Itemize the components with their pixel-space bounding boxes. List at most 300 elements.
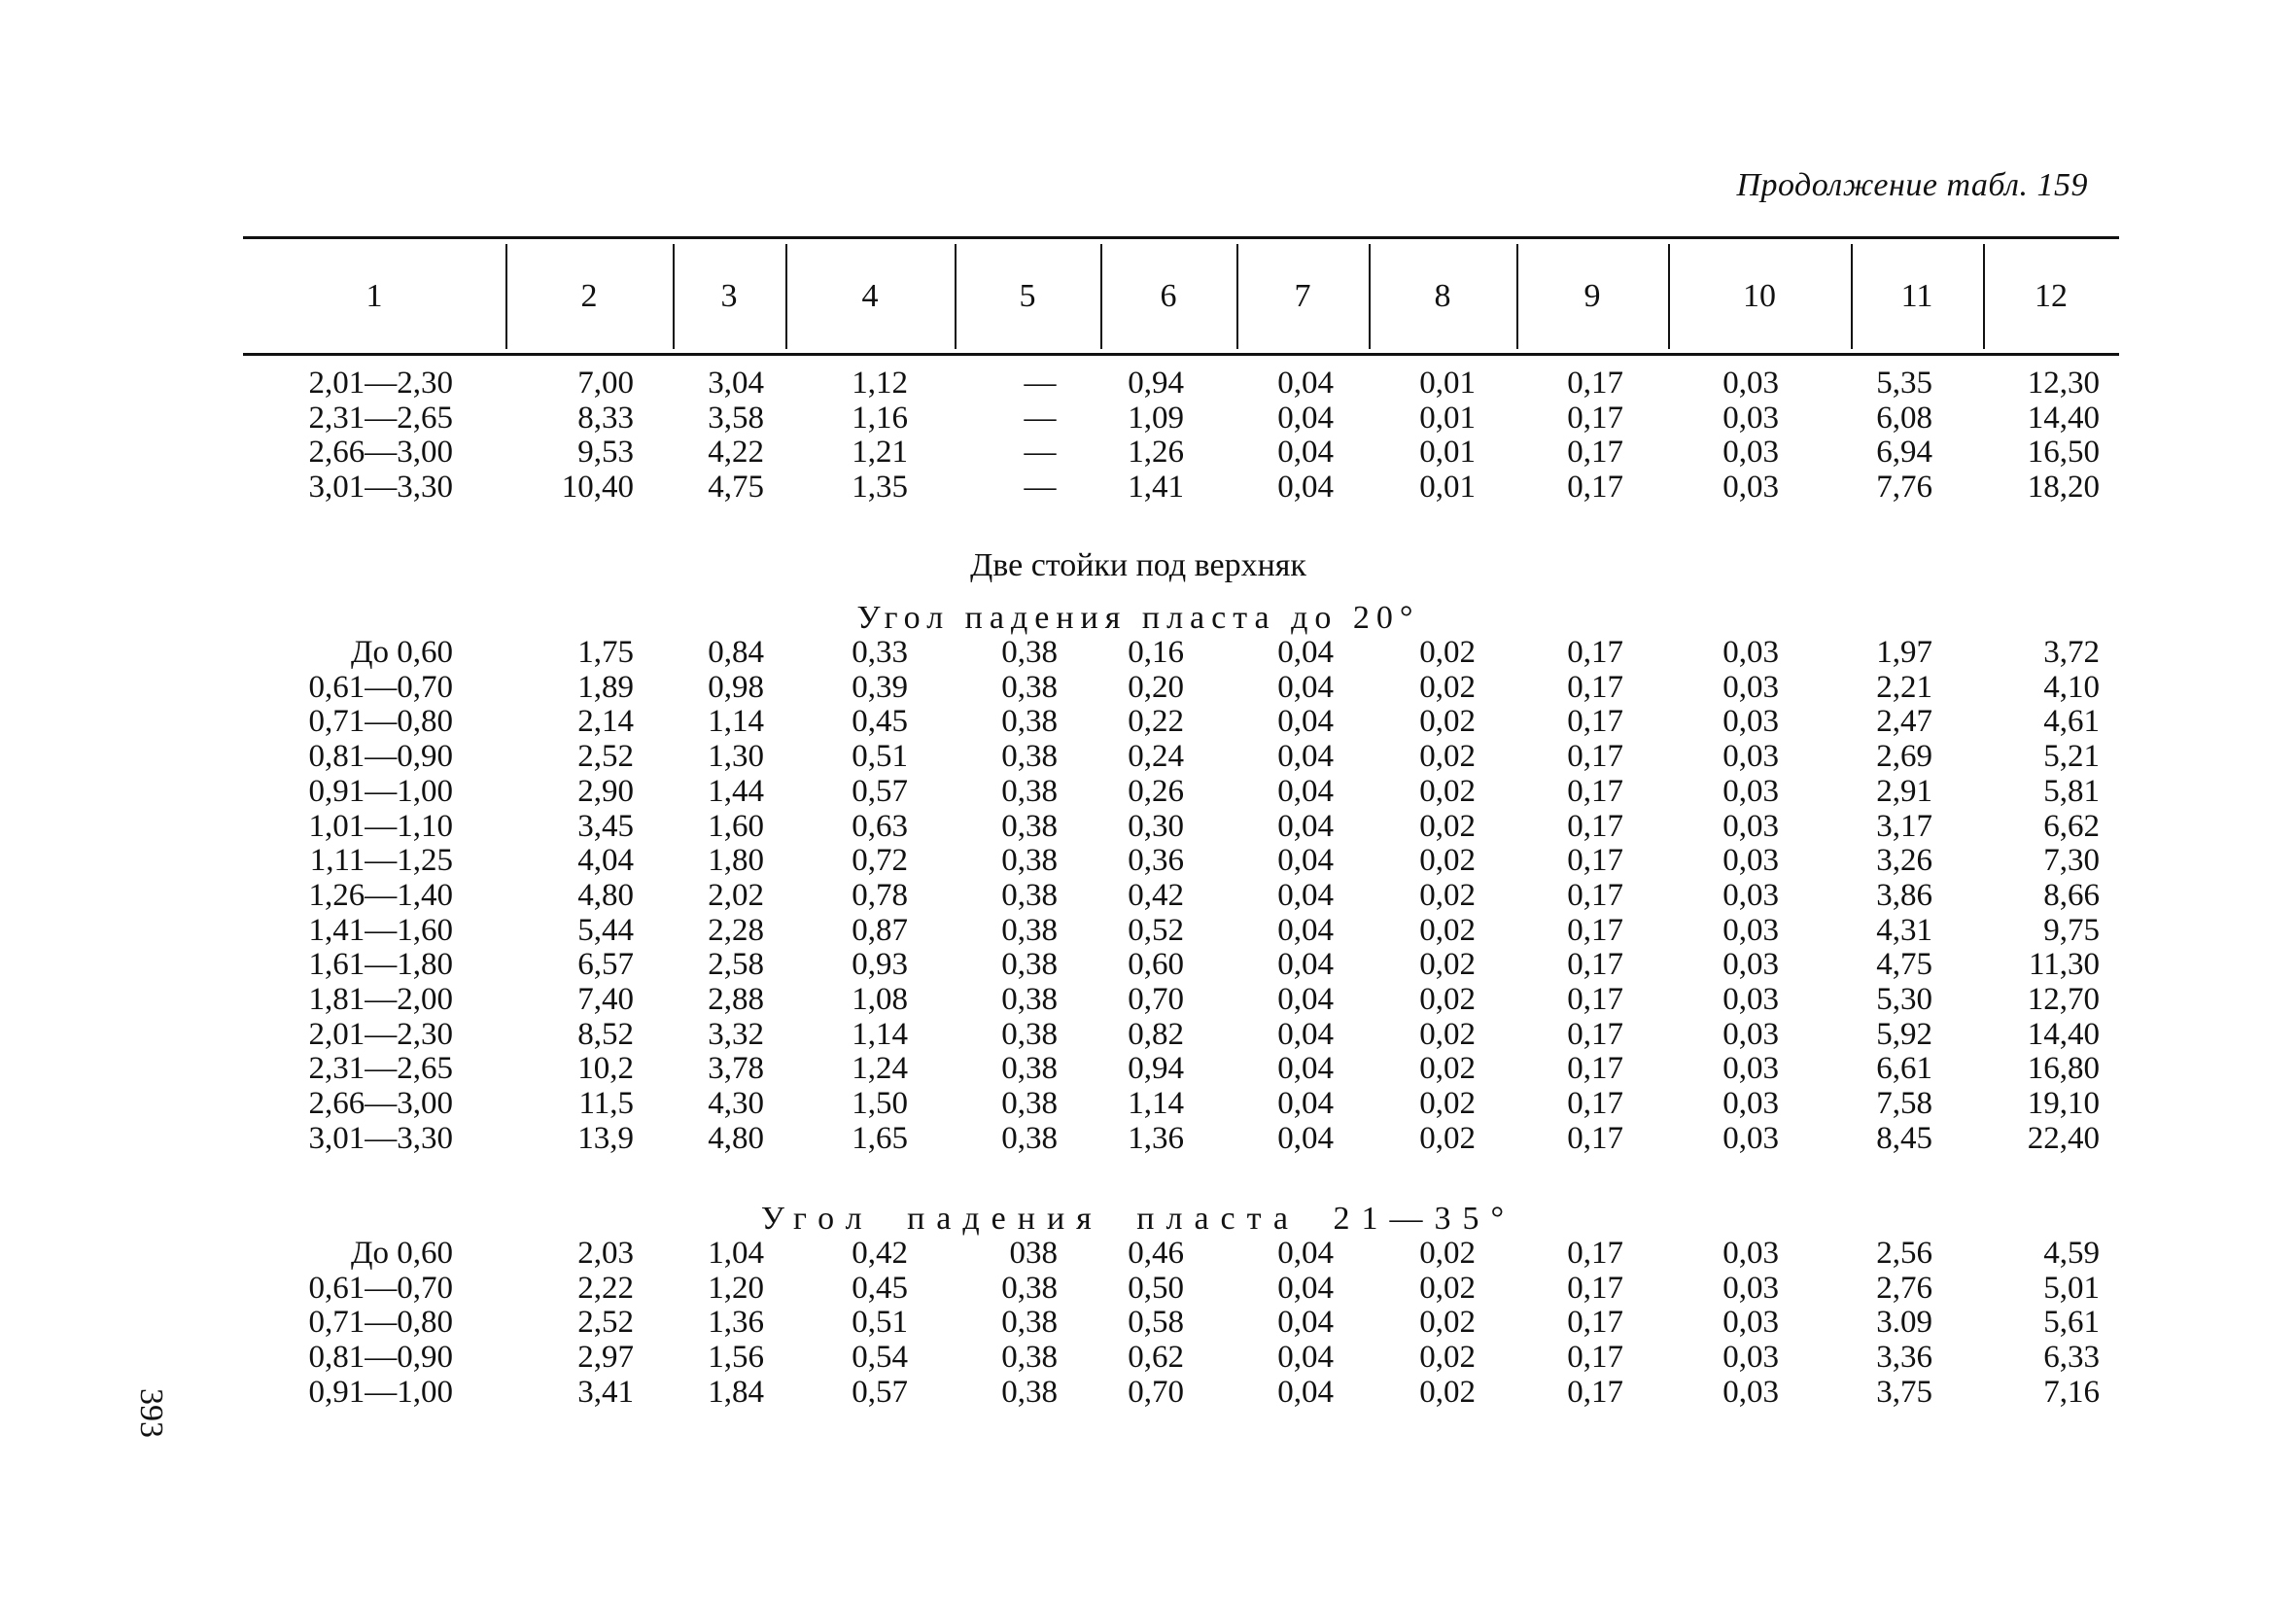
cell-col-10: 0,03 — [1722, 1016, 1779, 1052]
cell-col-3: 1,04 — [708, 1236, 764, 1271]
cell-col-7: 0,04 — [1277, 877, 1334, 913]
cell-col-9: 0,17 — [1567, 400, 1623, 436]
cell-col-7: 0,04 — [1277, 1016, 1334, 1052]
cell-col-5: 0,38 — [1001, 843, 1058, 879]
cell-col-7: 0,04 — [1277, 1374, 1334, 1410]
cell-col-9: 0,17 — [1567, 843, 1623, 879]
cell-col-2: 2,22 — [577, 1270, 634, 1306]
cell-col-9: 0,17 — [1567, 1236, 1623, 1271]
cell-col-12: 5,01 — [2043, 1270, 2100, 1306]
cell-col-11: 8,45 — [1876, 1120, 1932, 1156]
row-label: 1,11—1,25 — [309, 843, 453, 879]
row-label: 2,01—2,30 — [308, 1016, 453, 1052]
cell-col-10: 0,03 — [1722, 1120, 1779, 1156]
cell-col-7: 0,04 — [1277, 470, 1334, 506]
cell-col-4: 1,08 — [852, 982, 908, 1017]
cell-col-10: 0,03 — [1722, 435, 1779, 471]
table-row — [0, 1236, 2296, 1271]
cell-col-12: 11,30 — [2028, 947, 2100, 983]
cell-col-3: 0,98 — [708, 669, 764, 705]
cell-col-10: 0,03 — [1722, 1051, 1779, 1087]
cell-col-8: 0,02 — [1419, 1236, 1476, 1271]
cell-col-10: 0,03 — [1722, 1374, 1779, 1410]
cell-col-11: 3,36 — [1876, 1340, 1932, 1376]
column-header-2: 2 — [580, 278, 598, 314]
cell-col-11: 2,76 — [1876, 1270, 1932, 1306]
cell-col-6: 1,41 — [1128, 470, 1184, 506]
cell-col-6: 0,60 — [1128, 947, 1184, 983]
cell-col-8: 0,01 — [1419, 470, 1476, 506]
row-label: 2,66—3,00 — [308, 435, 453, 471]
cell-col-2: 1,89 — [577, 669, 634, 705]
table-row — [0, 1051, 2296, 1086]
cell-col-10: 0,03 — [1722, 669, 1779, 705]
cell-col-9: 0,17 — [1567, 808, 1623, 844]
cell-col-4: 0,57 — [852, 1374, 908, 1410]
cell-col-7: 0,04 — [1277, 669, 1334, 705]
cell-col-5: 038 — [1009, 1236, 1058, 1271]
cell-col-3: 3,32 — [708, 1016, 764, 1052]
cell-col-4: 1,14 — [852, 1016, 908, 1052]
cell-col-5: 0,38 — [1001, 912, 1058, 948]
table-row — [0, 1340, 2296, 1375]
cell-col-8: 0,02 — [1419, 704, 1476, 740]
cell-col-2: 8,33 — [577, 400, 634, 436]
cell-col-3: 3,58 — [708, 400, 764, 436]
cell-col-10: 0,03 — [1722, 739, 1779, 775]
cell-col-10: 0,03 — [1722, 912, 1779, 948]
cell-col-2: 8,52 — [577, 1016, 634, 1052]
cell-col-5: — — [1024, 470, 1057, 506]
row-label: 0,91—1,00 — [308, 1374, 453, 1410]
row-label: До 0,60 — [350, 1236, 453, 1271]
cell-col-9: 0,17 — [1567, 739, 1623, 775]
cell-col-12: 22,40 — [2027, 1120, 2100, 1156]
cell-col-8: 0,02 — [1419, 808, 1476, 844]
cell-col-3: 2,02 — [708, 877, 764, 913]
cell-col-11: 5,35 — [1876, 366, 1932, 401]
cell-col-11: 4,75 — [1876, 947, 1932, 983]
column-divider — [1983, 244, 1985, 349]
cell-col-7: 0,04 — [1277, 1120, 1334, 1156]
cell-col-2: 3,45 — [577, 808, 634, 844]
column-divider — [955, 244, 957, 349]
cell-col-4: 0,78 — [852, 877, 908, 913]
cell-col-7: 0,04 — [1277, 1051, 1334, 1087]
cell-col-11: 7,58 — [1876, 1086, 1932, 1122]
cell-col-4: 0,39 — [852, 669, 908, 705]
cell-col-4: 0,42 — [852, 1236, 908, 1271]
cell-col-3: 4,75 — [708, 470, 764, 506]
cell-col-7: 0,04 — [1277, 1305, 1334, 1341]
cell-col-5: 0,38 — [1001, 739, 1058, 775]
cell-col-9: 0,17 — [1567, 912, 1623, 948]
column-header-3: 3 — [720, 278, 738, 314]
cell-col-9: 0,17 — [1567, 704, 1623, 740]
cell-col-6: 0,16 — [1128, 635, 1184, 670]
cell-col-7: 0,04 — [1277, 635, 1334, 670]
cell-col-6: 0,26 — [1128, 773, 1184, 809]
cell-col-8: 0,02 — [1419, 1270, 1476, 1306]
section-heading: Две стойки под верхняк — [970, 547, 1306, 583]
row-label: 1,01—1,10 — [308, 808, 453, 844]
cell-col-8: 0,02 — [1419, 843, 1476, 879]
cell-col-12: 16,50 — [2027, 435, 2100, 471]
column-divider — [1516, 244, 1518, 349]
cell-col-11: 5,30 — [1876, 982, 1932, 1017]
cell-col-11: 2,69 — [1876, 739, 1932, 775]
cell-col-8: 0,01 — [1419, 366, 1476, 401]
cell-col-11: 3,75 — [1876, 1374, 1932, 1410]
cell-col-11: 6,08 — [1876, 400, 1932, 436]
cell-col-2: 11,5 — [578, 1086, 634, 1122]
cell-col-12: 14,40 — [2027, 400, 2100, 436]
cell-col-4: 0,93 — [852, 947, 908, 983]
column-header-6: 6 — [1160, 278, 1177, 314]
cell-col-2: 7,40 — [577, 982, 634, 1017]
cell-col-3: 1,84 — [708, 1374, 764, 1410]
page-number: 393 — [133, 1388, 169, 1438]
cell-col-11: 2,91 — [1876, 773, 1932, 809]
cell-col-4: 1,50 — [852, 1086, 908, 1122]
table-row — [0, 401, 2296, 436]
cell-col-9: 0,17 — [1567, 773, 1623, 809]
row-label: 0,81—0,90 — [308, 1340, 453, 1376]
cell-col-8: 0,02 — [1419, 1051, 1476, 1087]
cell-col-5: 0,38 — [1001, 1305, 1058, 1341]
table-row — [0, 774, 2296, 809]
cell-col-2: 4,04 — [577, 843, 634, 879]
column-header-1: 1 — [365, 278, 383, 314]
cell-col-9: 0,17 — [1567, 1305, 1623, 1341]
cell-col-5: 0,38 — [1001, 773, 1058, 809]
cell-col-11: 6,94 — [1876, 435, 1932, 471]
cell-col-8: 0,02 — [1419, 1120, 1476, 1156]
row-label: 0,71—0,80 — [308, 1305, 453, 1341]
cell-col-12: 9,75 — [2043, 912, 2100, 948]
cell-col-3: 0,84 — [708, 635, 764, 670]
cell-col-3: 3,78 — [708, 1051, 764, 1087]
cell-col-8: 0,02 — [1419, 1305, 1476, 1341]
column-header-11: 11 — [1900, 278, 1933, 314]
cell-col-11: 7,76 — [1876, 470, 1932, 506]
cell-col-4: 0,54 — [852, 1340, 908, 1376]
table-row — [0, 670, 2296, 705]
cell-col-12: 19,10 — [2027, 1086, 2100, 1122]
cell-col-9: 0,17 — [1567, 1374, 1623, 1410]
cell-col-6: 0,52 — [1128, 912, 1184, 948]
cell-col-4: 0,45 — [852, 1270, 908, 1306]
cell-col-7: 0,04 — [1277, 1086, 1334, 1122]
table-row — [0, 1271, 2296, 1306]
cell-col-6: 1,26 — [1128, 435, 1184, 471]
cell-col-12: 4,59 — [2043, 1236, 2100, 1271]
cell-col-10: 0,03 — [1722, 366, 1779, 401]
cell-col-5: 0,38 — [1001, 877, 1058, 913]
cell-col-12: 4,61 — [2043, 704, 2100, 740]
table-row — [0, 1017, 2296, 1052]
row-label: 1,26—1,40 — [308, 877, 453, 913]
cell-col-12: 3,72 — [2043, 635, 2100, 670]
cell-col-11: 4,31 — [1876, 912, 1932, 948]
cell-col-6: 0,94 — [1128, 366, 1184, 401]
cell-col-11: 3,17 — [1876, 808, 1932, 844]
cell-col-7: 0,04 — [1277, 400, 1334, 436]
cell-col-12: 16,80 — [2027, 1051, 2100, 1087]
column-divider — [1236, 244, 1238, 349]
cell-col-5: 0,38 — [1001, 808, 1058, 844]
cell-col-5: — — [1024, 400, 1057, 436]
cell-col-5: 0,38 — [1001, 1340, 1058, 1376]
cell-col-2: 2,03 — [577, 1236, 634, 1271]
cell-col-3: 1,80 — [708, 843, 764, 879]
cell-col-2: 5,44 — [577, 912, 634, 948]
cell-col-9: 0,17 — [1567, 1051, 1623, 1087]
cell-col-6: 0,82 — [1128, 1016, 1184, 1052]
cell-col-5: 0,38 — [1001, 947, 1058, 983]
row-label: 2,01—2,30 — [308, 366, 453, 401]
cell-col-8: 0,02 — [1419, 982, 1476, 1017]
cell-col-7: 0,04 — [1277, 982, 1334, 1017]
column-header-10: 10 — [1743, 278, 1776, 314]
cell-col-7: 0,04 — [1277, 1340, 1334, 1376]
cell-col-12: 6,33 — [2043, 1340, 2100, 1376]
row-label: 1,81—2,00 — [308, 982, 453, 1017]
cell-col-7: 0,04 — [1277, 739, 1334, 775]
cell-col-8: 0,02 — [1419, 947, 1476, 983]
cell-col-12: 6,62 — [2043, 808, 2100, 844]
cell-col-8: 0,02 — [1419, 1086, 1476, 1122]
cell-col-10: 0,03 — [1722, 808, 1779, 844]
cell-col-7: 0,04 — [1277, 435, 1334, 471]
cell-col-9: 0,17 — [1567, 1270, 1623, 1306]
cell-col-5: 0,38 — [1001, 982, 1058, 1017]
column-divider — [1369, 244, 1371, 349]
cell-col-2: 10,2 — [577, 1051, 634, 1087]
row-label: 0,71—0,80 — [308, 704, 453, 740]
cell-col-6: 0,94 — [1128, 1051, 1184, 1087]
cell-col-9: 0,17 — [1567, 435, 1623, 471]
cell-col-10: 0,03 — [1722, 400, 1779, 436]
cell-col-6: 1,14 — [1128, 1086, 1184, 1122]
cell-col-11: 3.09 — [1876, 1305, 1932, 1341]
cell-col-2: 3,41 — [577, 1374, 634, 1410]
cell-col-4: 0,72 — [852, 843, 908, 879]
cell-col-10: 0,03 — [1722, 1305, 1779, 1341]
cell-col-3: 2,58 — [708, 947, 764, 983]
cell-col-6: 0,46 — [1128, 1236, 1184, 1271]
cell-col-5: 0,38 — [1001, 1374, 1058, 1410]
table-row — [0, 982, 2296, 1017]
cell-col-8: 0,01 — [1419, 435, 1476, 471]
cell-col-12: 7,30 — [2043, 843, 2100, 879]
column-divider — [673, 244, 675, 349]
column-divider — [1668, 244, 1670, 349]
row-label: 2,31—2,65 — [308, 1051, 453, 1087]
cell-col-3: 4,30 — [708, 1086, 764, 1122]
cell-col-10: 0,03 — [1722, 877, 1779, 913]
section-subheading: Угол падения пласта до 20° — [856, 600, 1420, 636]
column-header-12: 12 — [2035, 278, 2068, 314]
cell-col-11: 5,92 — [1876, 1016, 1932, 1052]
cell-col-6: 1,09 — [1128, 400, 1184, 436]
cell-col-7: 0,04 — [1277, 1270, 1334, 1306]
cell-col-12: 4,10 — [2043, 669, 2100, 705]
cell-col-5: — — [1024, 435, 1057, 471]
table-row — [0, 435, 2296, 470]
table-row — [0, 1086, 2296, 1121]
table-caption: Продолжение табл. 159 — [1736, 167, 2088, 203]
cell-col-10: 0,03 — [1722, 947, 1779, 983]
cell-col-6: 0,30 — [1128, 808, 1184, 844]
cell-col-6: 0,70 — [1128, 982, 1184, 1017]
cell-col-9: 0,17 — [1567, 982, 1623, 1017]
cell-col-7: 0,04 — [1277, 843, 1334, 879]
column-header-5: 5 — [1019, 278, 1036, 314]
cell-col-9: 0,17 — [1567, 877, 1623, 913]
cell-col-10: 0,03 — [1722, 1086, 1779, 1122]
table-row — [0, 470, 2296, 505]
cell-col-6: 0,20 — [1128, 669, 1184, 705]
cell-col-9: 0,17 — [1567, 1340, 1623, 1376]
cell-col-9: 0,17 — [1567, 669, 1623, 705]
table-header-rule — [243, 353, 2119, 356]
row-label: До 0,60 — [350, 635, 453, 670]
cell-col-11: 3,26 — [1876, 843, 1932, 879]
cell-col-10: 0,03 — [1722, 1270, 1779, 1306]
column-divider — [785, 244, 787, 349]
cell-col-3: 1,30 — [708, 739, 764, 775]
column-divider — [1851, 244, 1853, 349]
cell-col-10: 0,03 — [1722, 1340, 1779, 1376]
table-row — [0, 1121, 2296, 1156]
cell-col-2: 2,97 — [577, 1340, 634, 1376]
cell-col-9: 0,17 — [1567, 947, 1623, 983]
table-row — [0, 809, 2296, 844]
cell-col-12: 5,61 — [2043, 1305, 2100, 1341]
cell-col-2: 2,52 — [577, 1305, 634, 1341]
cell-col-4: 0,45 — [852, 704, 908, 740]
cell-col-10: 0,03 — [1722, 704, 1779, 740]
cell-col-2: 4,80 — [577, 877, 634, 913]
cell-col-6: 0,42 — [1128, 877, 1184, 913]
cell-col-8: 0,02 — [1419, 1016, 1476, 1052]
cell-col-8: 0,02 — [1419, 739, 1476, 775]
cell-col-8: 0,02 — [1419, 1374, 1476, 1410]
cell-col-2: 6,57 — [577, 947, 634, 983]
cell-col-11: 1,97 — [1876, 635, 1932, 670]
cell-col-2: 2,90 — [577, 773, 634, 809]
cell-col-5: 0,38 — [1001, 669, 1058, 705]
cell-col-10: 0,03 — [1722, 635, 1779, 670]
cell-col-7: 0,04 — [1277, 773, 1334, 809]
cell-col-3: 1,36 — [708, 1305, 764, 1341]
cell-col-11: 2,47 — [1876, 704, 1932, 740]
cell-col-3: 3,04 — [708, 366, 764, 401]
cell-col-9: 0,17 — [1567, 470, 1623, 506]
cell-col-3: 4,22 — [708, 435, 764, 471]
cell-col-11: 2,56 — [1876, 1236, 1932, 1271]
table-row — [0, 878, 2296, 913]
cell-col-5: — — [1024, 366, 1057, 401]
cell-col-4: 0,87 — [852, 912, 908, 948]
row-label: 0,61—0,70 — [308, 669, 453, 705]
cell-col-9: 0,17 — [1567, 366, 1623, 401]
column-header-9: 9 — [1583, 278, 1601, 314]
cell-col-5: 0,38 — [1001, 1051, 1058, 1087]
cell-col-4: 0,63 — [852, 808, 908, 844]
cell-col-9: 0,17 — [1567, 1016, 1623, 1052]
cell-col-7: 0,04 — [1277, 912, 1334, 948]
cell-col-3: 1,20 — [708, 1270, 764, 1306]
column-divider — [1100, 244, 1102, 349]
cell-col-2: 1,75 — [577, 635, 634, 670]
cell-col-12: 18,20 — [2027, 470, 2100, 506]
cell-col-4: 1,35 — [852, 470, 908, 506]
cell-col-4: 1,16 — [852, 400, 908, 436]
cell-col-12: 12,30 — [2027, 366, 2100, 401]
row-label: 0,61—0,70 — [308, 1270, 453, 1306]
cell-col-3: 2,88 — [708, 982, 764, 1017]
cell-col-10: 0,03 — [1722, 470, 1779, 506]
cell-col-4: 0,57 — [852, 773, 908, 809]
cell-col-5: 0,38 — [1001, 1016, 1058, 1052]
cell-col-3: 1,14 — [708, 704, 764, 740]
table-row — [0, 366, 2296, 401]
cell-col-6: 0,36 — [1128, 843, 1184, 879]
cell-col-4: 0,33 — [852, 635, 908, 670]
cell-col-11: 2,21 — [1876, 669, 1932, 705]
cell-col-7: 0,04 — [1277, 808, 1334, 844]
cell-col-11: 6,61 — [1876, 1051, 1932, 1087]
cell-col-2: 2,52 — [577, 739, 634, 775]
cell-col-8: 0,02 — [1419, 912, 1476, 948]
cell-col-4: 0,51 — [852, 739, 908, 775]
cell-col-6: 0,22 — [1128, 704, 1184, 740]
cell-col-12: 5,81 — [2043, 773, 2100, 809]
cell-col-11: 3,86 — [1876, 877, 1932, 913]
cell-col-12: 7,16 — [2043, 1374, 2100, 1410]
cell-col-10: 0,03 — [1722, 982, 1779, 1017]
table-row — [0, 739, 2296, 774]
cell-col-8: 0,02 — [1419, 877, 1476, 913]
cell-col-7: 0,04 — [1277, 366, 1334, 401]
column-header-8: 8 — [1434, 278, 1451, 314]
cell-col-3: 1,44 — [708, 773, 764, 809]
row-label: 2,66—3,00 — [308, 1086, 453, 1122]
table-header — [243, 244, 2119, 349]
cell-col-10: 0,03 — [1722, 773, 1779, 809]
cell-col-4: 1,12 — [852, 366, 908, 401]
row-label: 2,31—2,65 — [308, 400, 453, 436]
cell-col-4: 1,21 — [852, 435, 908, 471]
cell-col-6: 1,36 — [1128, 1120, 1184, 1156]
cell-col-5: 0,38 — [1001, 1270, 1058, 1306]
cell-col-6: 0,70 — [1128, 1374, 1184, 1410]
row-label: 3,01—3,30 — [308, 470, 453, 506]
cell-col-12: 14,40 — [2027, 1016, 2100, 1052]
cell-col-8: 0,02 — [1419, 669, 1476, 705]
table-row — [0, 947, 2296, 982]
cell-col-5: 0,38 — [1001, 1120, 1058, 1156]
column-header-7: 7 — [1294, 278, 1311, 314]
cell-col-4: 1,65 — [852, 1120, 908, 1156]
cell-col-9: 0,17 — [1567, 635, 1623, 670]
cell-col-2: 9,53 — [577, 435, 634, 471]
cell-col-3: 1,60 — [708, 808, 764, 844]
cell-col-10: 0,03 — [1722, 843, 1779, 879]
cell-col-10: 0,03 — [1722, 1236, 1779, 1271]
